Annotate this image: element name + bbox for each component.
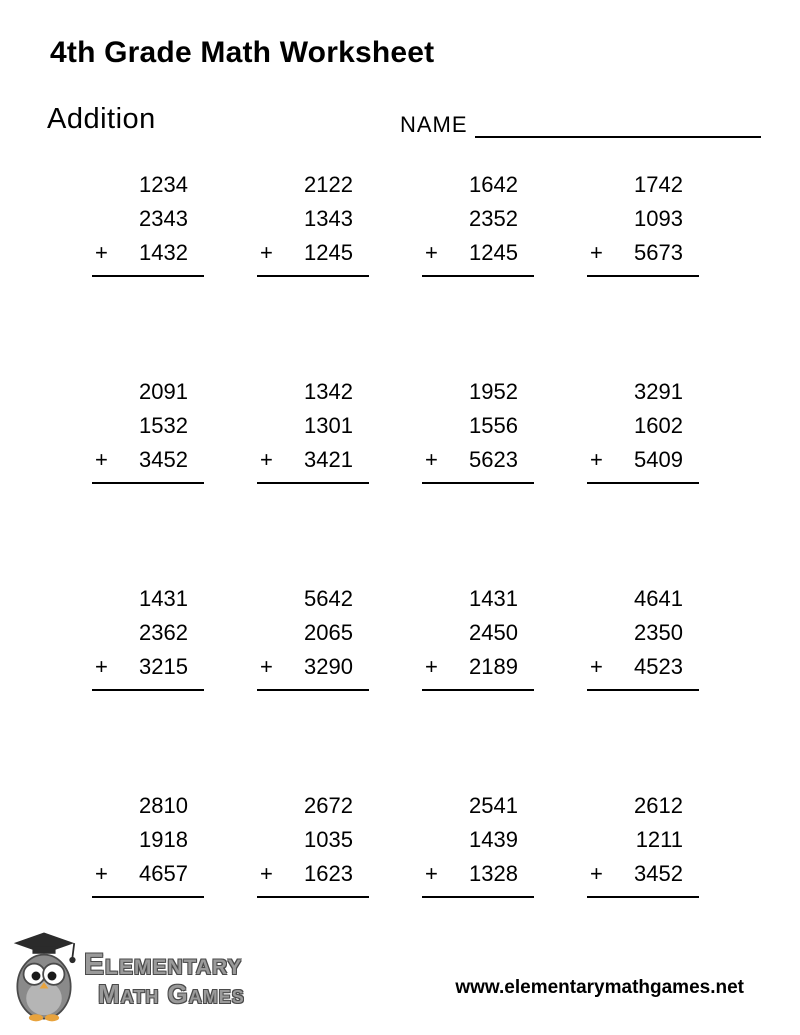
plus-operator: + [590,861,603,886]
addend-3: 1245 [304,240,353,265]
plus-operator: + [590,654,603,679]
addend-3: 1623 [304,861,353,886]
addend-3: 5673 [634,240,683,265]
addend-3: 1245 [469,240,518,265]
addend-2: 1556 [469,413,518,438]
addend-row [422,650,534,684]
addend-2: 2362 [139,620,188,645]
addend-1: 1342 [304,379,353,404]
addend-1: 5642 [304,586,353,611]
addend-1: 2541 [469,793,518,818]
addend-2: 1035 [304,827,353,852]
plus-operator: + [425,240,438,265]
plus-operator: + [590,240,603,265]
addend-3: 5409 [634,447,683,472]
addend-row [92,443,204,477]
addend-2: 1343 [304,206,353,231]
addend-row [587,650,699,684]
addend-1: 1234 [139,172,188,197]
addend-3: 1328 [469,861,518,886]
plus-operator: + [95,447,108,472]
addend-3: 3452 [634,861,683,886]
addend-2: 1918 [139,827,188,852]
addition-problem [587,582,699,691]
plus-operator: + [260,240,273,265]
owl-logo-icon [12,930,76,1027]
addend-1: 1952 [469,379,518,404]
plus-operator: + [260,861,273,886]
addend-1: 4641 [634,586,683,611]
addend-1: 1642 [469,172,518,197]
addend-1: 2612 [634,793,683,818]
addend-row [422,443,534,477]
logo-line-2: Math Games [98,978,245,1009]
addend-2: 2450 [469,620,518,645]
addend-3: 5623 [469,447,518,472]
addend-row [257,857,369,891]
addend-1: 2810 [139,793,188,818]
addend-3: 3215 [139,654,188,679]
addend-1: 1431 [139,586,188,611]
addend-2: 1301 [304,413,353,438]
addend-3: 3290 [304,654,353,679]
addend-row [587,857,699,891]
addition-problem [587,375,699,484]
plus-operator: + [95,861,108,886]
addend-2: 2350 [634,620,683,645]
problems-grid [92,168,699,898]
addend-2: 1211 [635,827,683,852]
addend-3: 1432 [139,240,188,265]
section-label: Addition [47,103,156,135]
plus-operator: + [425,447,438,472]
addend-1: 2672 [304,793,353,818]
addend-2: 1602 [634,413,683,438]
name-label: NAME [400,112,468,137]
addition-problem [422,789,534,898]
addition-problem [257,168,369,277]
addition-problem [257,375,369,484]
addend-row [92,650,204,684]
addend-row [257,650,369,684]
plus-operator: + [590,447,603,472]
addition-problem [422,168,534,277]
addend-2: 1532 [139,413,188,438]
addition-problem [92,168,204,277]
addend-row [422,857,534,891]
addend-row [257,236,369,270]
logo-text [84,949,245,1008]
addend-2: 2065 [304,620,353,645]
addend-1: 2091 [139,379,188,404]
addend-1: 3291 [634,379,683,404]
addition-problem [92,789,204,898]
addend-3: 4523 [634,654,683,679]
addition-problem [587,168,699,277]
addition-problem [257,789,369,898]
addend-3: 3421 [304,447,353,472]
addition-problem [257,582,369,691]
addend-row [92,236,204,270]
plus-operator: + [260,654,273,679]
addend-2: 1439 [469,827,518,852]
addition-problem [92,582,204,691]
addition-problem [422,375,534,484]
plus-operator: + [425,654,438,679]
footer-logo [12,930,245,1027]
addend-1: 1742 [634,172,683,197]
addition-problem [422,582,534,691]
website-url: www.elementarymathgames.net [455,977,744,998]
addend-3: 4657 [139,861,188,886]
addend-2: 2343 [139,206,188,231]
plus-operator: + [95,240,108,265]
name-row [400,108,761,138]
name-blank-line [475,108,761,138]
addend-row [587,443,699,477]
addend-2: 1093 [634,206,683,231]
addend-3: 3452 [139,447,188,472]
plus-operator: + [260,447,273,472]
addition-problem [587,789,699,898]
addend-2: 2352 [469,206,518,231]
page-title: 4th Grade Math Worksheet [50,36,435,69]
addend-row [257,443,369,477]
logo-line-1: Elementary [84,948,243,982]
addend-row [92,857,204,891]
addition-problem [92,375,204,484]
addend-1: 1431 [469,586,518,611]
addend-3: 2189 [469,654,518,679]
addend-row [422,236,534,270]
plus-operator: + [95,654,108,679]
plus-operator: + [425,861,438,886]
addend-1: 2122 [304,172,353,197]
addend-row [587,236,699,270]
